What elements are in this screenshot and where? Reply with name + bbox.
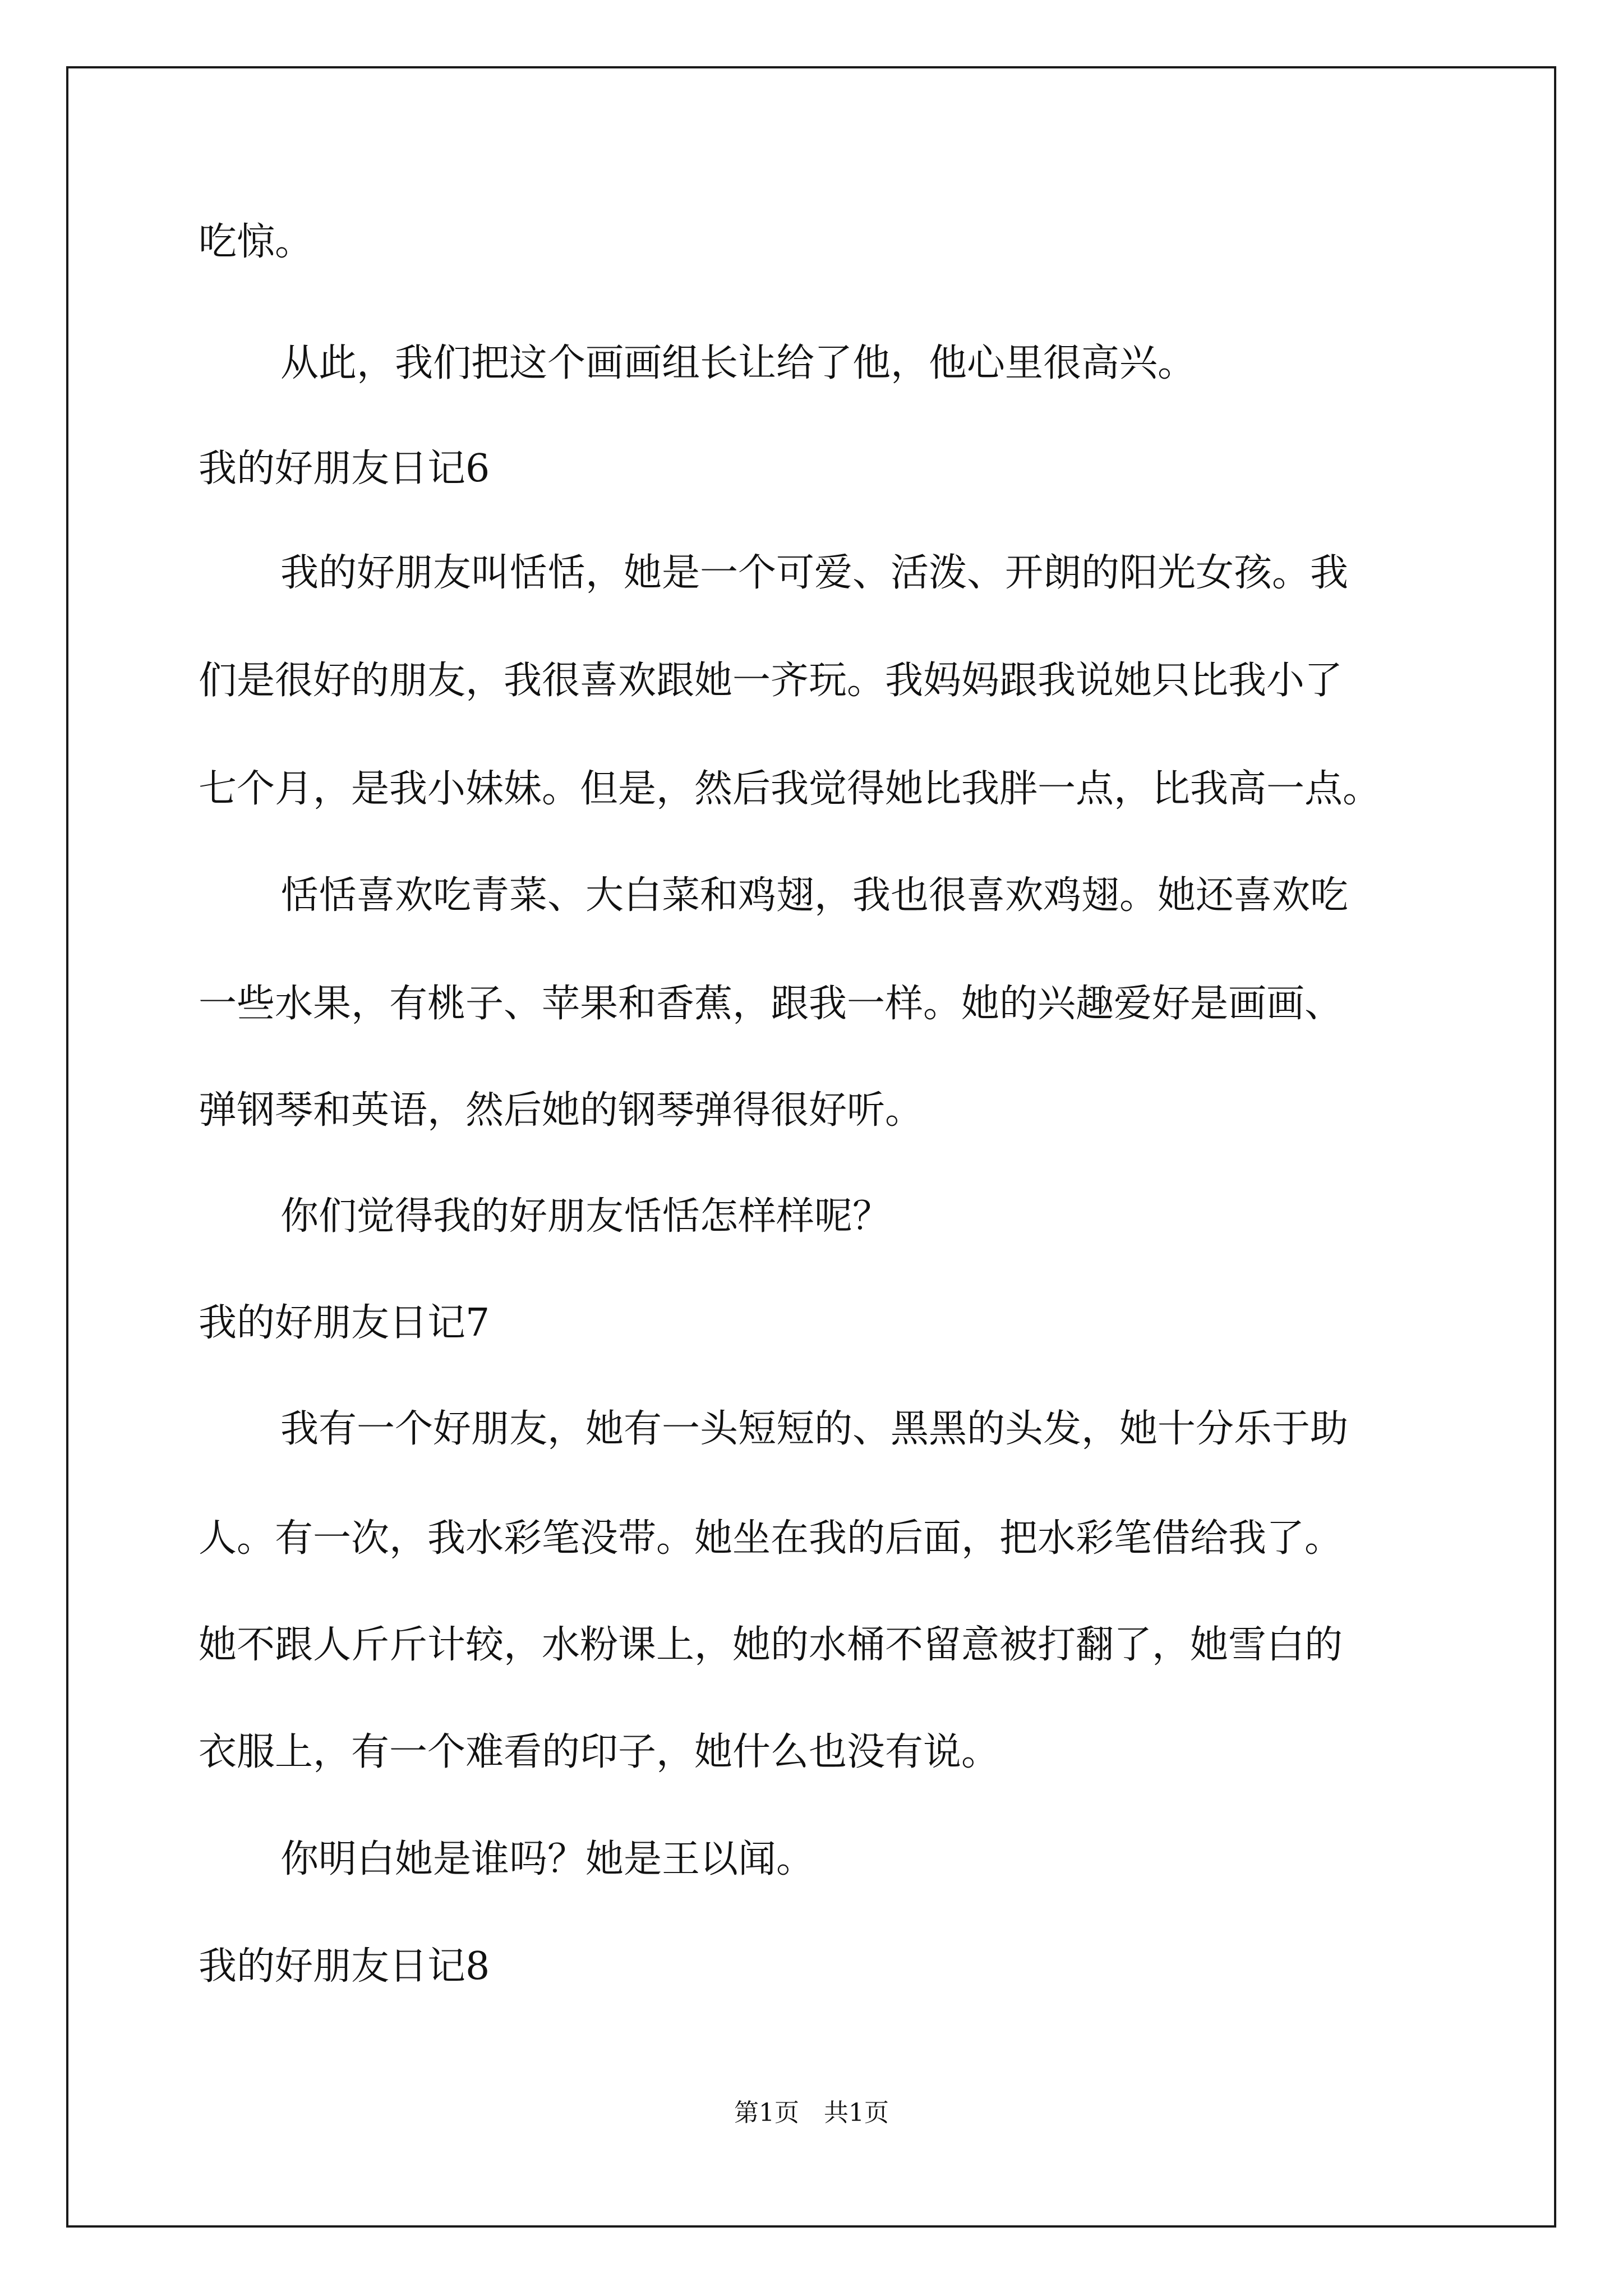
paragraph-line: 七个月，是我小妹妹。但是，然后我觉得她比我胖一点，比我高一点。 — [199, 767, 1381, 811]
paragraph-line: 恬恬喜欢吃青菜、大白菜和鸡翅，我也很喜欢鸡翅。她还喜欢吃 — [280, 873, 1349, 918]
paragraph-line: 我的好朋友叫恬恬，她是一个可爱、活泼、开朗的阳光女孩。我 — [280, 551, 1349, 595]
paragraph-line: 我有一个好朋友，她有一头短短的、黑黑的头发，她十分乐于助 — [280, 1407, 1349, 1451]
paragraph-line: 弹钢琴和英语，然后她的钢琴弹得很好听。 — [199, 1088, 924, 1133]
paragraph-line: 你们觉得我的好朋友恬恬怎样样呢？ — [280, 1194, 891, 1239]
paragraph-line: 们是很好的朋友，我很喜欢跟她一齐玩。我妈妈跟我说她只比我小了 — [199, 659, 1343, 703]
page-border — [66, 66, 1556, 2228]
paragraph-line: 一些水果，有桃子、苹果和香蕉，跟我一样。她的兴趣爱好是画画、 — [199, 982, 1343, 1026]
paragraph-line: 你明白她是谁吗？她是王以闻。 — [280, 1837, 815, 1881]
section-heading: 我的好朋友日记8 — [199, 1944, 490, 1989]
paragraph-line: 人。有一次，我水彩笔没带。她坐在我的后面，把水彩笔借给我了。 — [199, 1516, 1343, 1561]
section-heading: 我的好朋友日记7 — [199, 1301, 490, 1345]
paragraph-line: 衣服上，有一个难看的印子，她什么也没有说。 — [199, 1730, 1000, 1774]
text-line-continuation: 吃惊。 — [199, 220, 313, 264]
paragraph-line: 从此，我们把这个画画组长让给了他，他心里很高兴。 — [280, 341, 1196, 385]
paragraph-line: 她不跟人斤斤计较，水粉课上，她的水桶不留意被打翻了，她雪白的 — [199, 1623, 1343, 1667]
section-heading: 我的好朋友日记6 — [199, 447, 490, 491]
page-number-footer: 第1页 共1页 — [734, 2099, 889, 2127]
